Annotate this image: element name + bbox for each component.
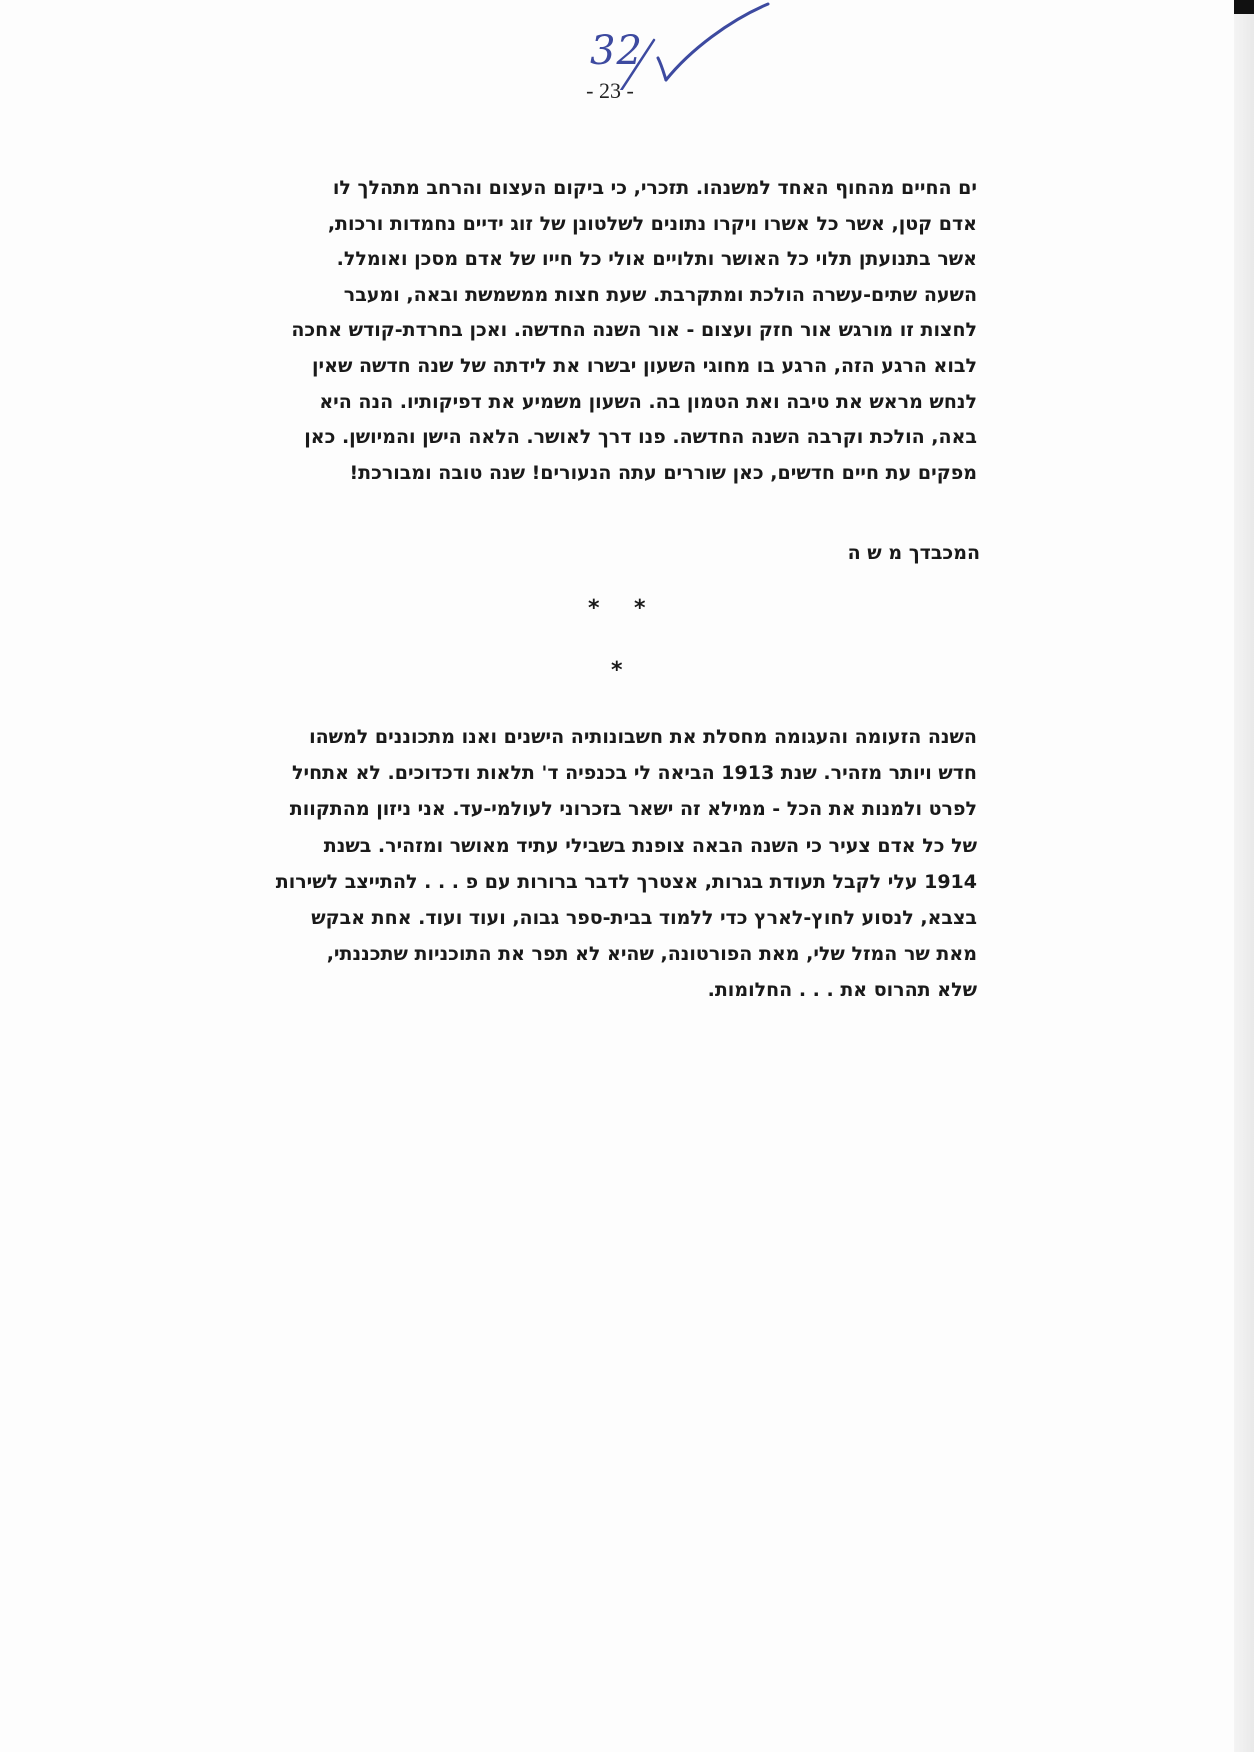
text-line: שלא תהרוס את . . . החלומות. <box>707 979 977 1002</box>
text-line: אשר בתנועתן תלוי כל האושר ותלויים אולי כל חייו של אדם מסכן ואומלל. <box>336 248 977 271</box>
paragraph-new-year-letter <box>237 171 977 491</box>
text-line: באה, הולכת וקרבה השנה החדשה. פנו דרך לאושר. הלאה הישן והמיושן. כאן <box>304 426 977 449</box>
scan-corner-mark <box>1234 0 1254 14</box>
scan-edge-strip <box>1234 0 1254 1752</box>
text-line: השעה שתים-עשרה הולכת ומתקרבת. שעת חצות ממשמשת ובאה, ומעבר <box>343 283 977 306</box>
paragraph-year-1913-reflection <box>237 719 977 1009</box>
text-line: 1914 עלי לקבל תעודת בגרות, אצטרך לדבר ברורות עם פ . . . להתייצב לשירות <box>275 870 977 893</box>
text-line: לחצות זו מורגש אור חזק ועצום - אור השנה החדשה. ואכן בחרדת-קודש אחכה <box>291 319 977 342</box>
text-line: בצבא, לנסוע לחוץ-לארץ כדי ללמוד בבית-ספר גבוה, ועוד ועוד. אחת אבקש <box>311 906 977 929</box>
separator-asterisk: * <box>588 596 600 621</box>
text-line: מאת שר המזל שלי, מאת הפורטונה, שהיא לא תפר את התוכניות שתכננתי, <box>326 943 977 966</box>
page-number: - 23 - <box>586 78 634 103</box>
text-line: חדש ויותר מזהיר. שנת 1913 הביאה לי בכנפיה ד' תלאות ודכדוכים. לא אתחיל <box>292 762 977 785</box>
text-line: לנחש מראש את טיבה ואת הטמון בה. השעון משמיע את דפיקותיו. הנה היא <box>319 390 977 413</box>
text-line: מפקים עת חיים חדשים, כאן שוררים עתה הנעורים! שנה טובה ומבורכת! <box>349 461 977 484</box>
text-line: ים החיים מהחוף האחד למשנהו. תזכרי, כי ביקום העצום והרחב מתהלך לו <box>332 177 977 199</box>
text-line: לפרט ולמנות את הכל - ממילא זה ישאר בזכרוני לעולמי-עד. אני ניזון מהתקוות <box>289 798 977 821</box>
handwritten-page-annotation: 32 <box>590 28 643 74</box>
separator-asterisk: * <box>611 658 623 683</box>
signature-line: המכבדך מ ש ה <box>847 542 980 564</box>
text-line: של כל אדם צעיר כי השנה הבאה צופנת בשבילי עתיד מאושר ומזהיר. בשנת <box>323 834 977 857</box>
separator-asterisk: * <box>634 596 646 621</box>
text-line: לבוא הרגע הזה, הרגע בו מחוגי השעון יבשרו את לידתה של שנה חדשה שאין <box>312 354 977 377</box>
text-line: השנה הזעומה והעגומה מחסלת את חשבונותיה הישנים ואנו מתכוננים למשהו <box>309 726 977 748</box>
text-line: אדם קטן, אשר כל אשרו ויקרו נתונים לשלטונן של זוג ידיים נחמדות ורכות, <box>327 212 977 235</box>
